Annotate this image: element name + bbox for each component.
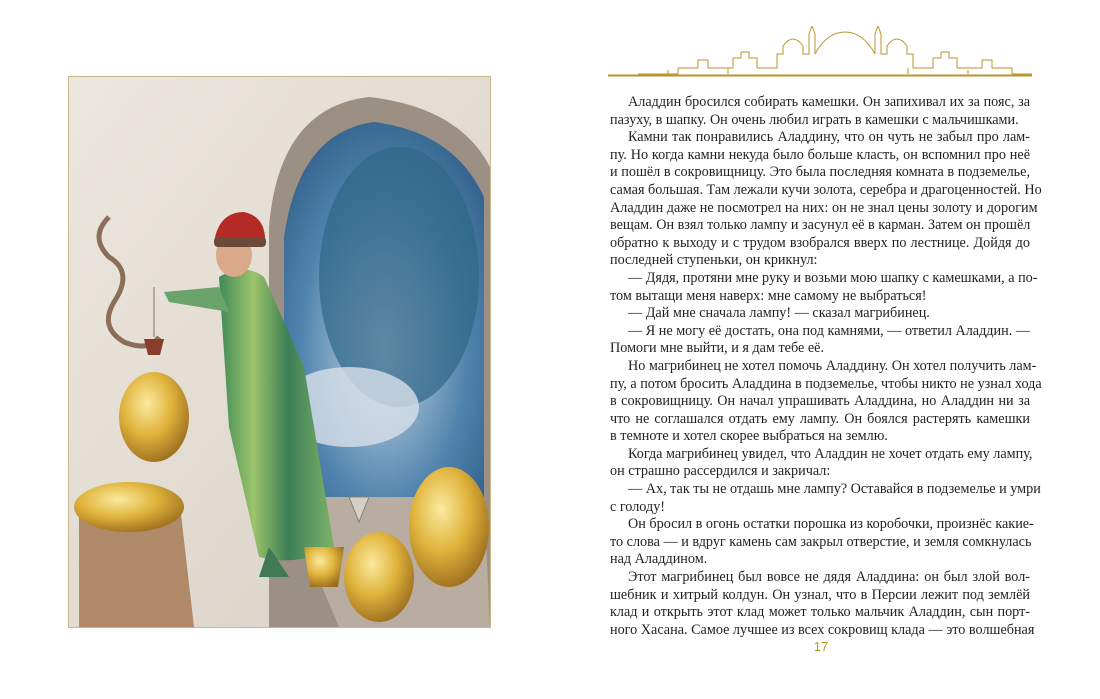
text-line: Аладдин бросился собирать камешки. Он запихивал их за пояс, за	[628, 94, 1030, 110]
text-line: и пошёл в сокровищницу. Это была последняя комната в подземелье,	[610, 164, 1030, 181]
text-line: пу. Но когда камни некуда было больше класть, он вспомнил про неё	[610, 146, 1030, 163]
paragraph	[610, 516, 1034, 569]
text-line: том вытащи меня наверх: мне самому не выбраться!	[610, 287, 927, 304]
paragraph	[610, 569, 1035, 639]
paragraph	[610, 305, 1030, 323]
paragraph	[610, 269, 1038, 305]
paragraph	[610, 94, 1030, 129]
text-line: клад и открыть этот клад может только мальчик Аладдин, сын порт-	[610, 604, 1030, 621]
text-line: — Дай мне сначала лампу! — сказал магрибинец.	[628, 305, 930, 322]
text-line: Аладдин даже не посмотрел на них: он не знал цены золоту и дорогим	[610, 199, 1038, 216]
text-line: что не соглашался отдать ему лампу. Он боялся растерять камешки	[610, 410, 1030, 427]
aladdin-illustration	[68, 76, 491, 628]
paragraph	[610, 445, 1033, 481]
text-line: он страшно рассердился и закричал:	[610, 463, 831, 480]
text-line: последней ступеньки, он крикнул:	[610, 252, 818, 269]
text-line: Помоги мне выйти, и я дам тебе её.	[610, 340, 824, 357]
text-line: пу, а потом бросить Аладдина в подземелье, чтобы никто не узнал хода	[610, 375, 1042, 392]
text-line: ного Хасана. Самое лучшее из всех сокровищ клада — это волшебная	[610, 621, 1035, 638]
page-number: 17	[813, 639, 829, 654]
paragraph	[610, 481, 1041, 516]
text-line: Он бросил в огонь остатки порошка из коробочки, произнёс какие-	[628, 516, 1034, 533]
city-skyline-ornament	[608, 26, 1032, 80]
text-line: Но магрибинец не хотел помочь Аладдину. Он хотел получить лам-	[628, 357, 1037, 374]
text-line: над Аладдином.	[610, 551, 708, 568]
text-line: Этот магрибинец был вовсе не дядя Аладдина: он был злой вол-	[628, 569, 1030, 586]
text-line: Когда магрибинец увидел, что Аладдин не хочет отдать ему лампу,	[628, 445, 1033, 462]
paragraph	[610, 357, 1042, 446]
text-line: в темноте и хотел скорее выбраться на землю.	[610, 428, 888, 445]
text-line: то слова — и вдруг камень сам закрыл отверстие, и земля сомкнулась	[610, 533, 1032, 550]
text-line: — Дядя, протяни мне руку и возьми мою шапку с камешками, а по-	[628, 269, 1038, 286]
text-line: шебник и хитрый колдун. Он узнал, что в Персии лежит под землёй	[610, 586, 1030, 603]
text-line: — Я не могу её достать, она под камнями, — ответил Аладдин. —	[628, 322, 1030, 339]
paragraph	[610, 323, 1030, 358]
text-line: в сокровищницу. Он начал упрашивать Аладдина, но Аладдин ни за	[610, 393, 1030, 410]
story-text	[610, 94, 1042, 639]
text-line: с голоду!	[610, 498, 666, 515]
text-line: Камни так понравились Аладдину, что он чуть не забыл про лам-	[628, 129, 1030, 146]
text-line: самая большая. Там лежали кучи золота, серебра и драгоценностей. Но	[610, 181, 1042, 198]
text-line: обратно к выходу и с трудом взобрался вверх по лестнице. Дойдя до	[610, 234, 1030, 251]
text-line: — Ах, так ты не отдашь мне лампу? Оставайся в подземелье и умри	[628, 481, 1041, 498]
text-line: вещам. Он взял только лампу и засунул её в карман. Затем он прошёл	[610, 217, 1031, 234]
paragraph	[610, 129, 1042, 270]
text-line: пазуху, в шапку. Он очень любил играть в камешки с мальчишками.	[610, 111, 1019, 128]
